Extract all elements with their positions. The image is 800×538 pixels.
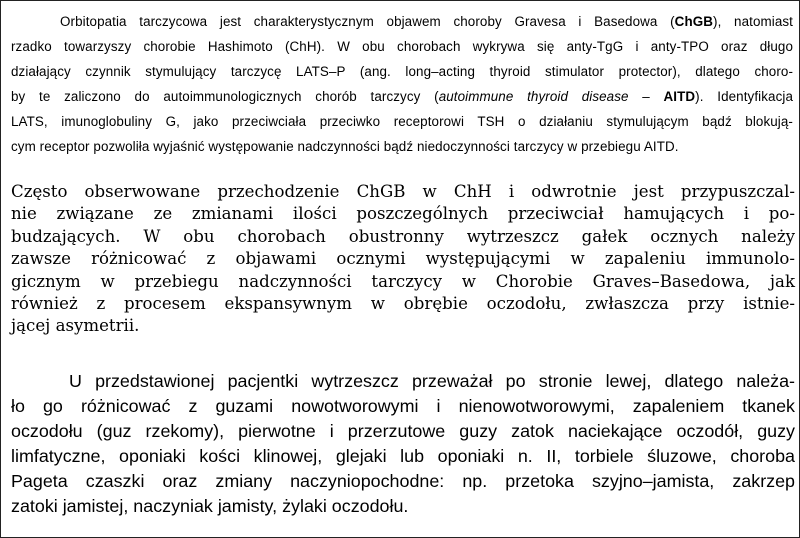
text-line: U przedstawionej pacjentki wytrzeszcz przeważał po stronie lewej, dlatego należa- <box>69 371 795 391</box>
text-line: cym receptor pozwoliła wyjaśnić występowanie nadczynności bądź niedoczynności tarczycy w przebiegu AITD. <box>11 139 679 154</box>
text-line: nie związane ze zmianami ilości poszczególnych przeciwciał hamujących i po- <box>11 204 795 224</box>
text-line: ło go różnicować z guzami nowotworowymi i nienowotworowymi, zapaleniem tkanek <box>11 396 795 416</box>
italic-term: autoimmune thyroid disease <box>438 89 629 104</box>
paragraph-intro <box>11 9 793 159</box>
text-span: ). Identyfikacja <box>695 89 793 104</box>
text-span: – <box>628 89 664 104</box>
abbr-chgb: ChGB <box>674 14 714 29</box>
text-line <box>11 84 793 109</box>
text-line: działający czynnik stymulujący tarczycę LATS–P (ang. long–acting thyroid stimulator protector), dlatego choro- <box>11 64 793 79</box>
abbr-aitd: AITD <box>663 89 696 104</box>
text-span: Orbitopatia tarczycowa jest charakterystycznym objawem choroby Gravesa i Basedowa ( <box>60 14 675 29</box>
text-line: również z procesem ekspansywnym w obrębie oczodołu, zwłaszcza przy istnie- <box>11 294 795 314</box>
text-line: oczodołu (guz rzekomy), pierwotne i przerzutowe guzy zatok naciekające oczodół, guzy <box>11 421 795 441</box>
text-line: LATS, imunoglobuliny G, jako przeciwciała przeciwko receptorowi TSH o działaniu stymulującym bądź blokują- <box>11 114 793 129</box>
text-span: ), natomiast <box>713 14 793 29</box>
text-line <box>11 9 793 34</box>
text-line: zawsze różnicować z objawami ocznymi występującymi w zapaleniu immunolo- <box>11 249 795 269</box>
paragraph-serif <box>11 181 795 338</box>
text-line: zatoki jamistej, naczyniak jamisty, żylaki oczodołu. <box>11 496 409 516</box>
text-line: gicznym w przebiegu nadczynności tarczycy w Chorobie Graves–Basedowa, jak <box>11 271 795 291</box>
text-line: limfatyczne, oponiaki kości klinowej, glejaki lub oponiaki n. II, torbiele śluzowe, choroba <box>11 446 795 466</box>
text-line: jącej asymetrii. <box>11 316 140 336</box>
text-span: by te zaliczono do autoimmunologicznych chorób tarczycy ( <box>11 89 439 104</box>
text-line: Często obserwowane przechodzenie ChGB w ChH i odwrotnie jest przypuszczal- <box>11 182 795 201</box>
text-line: rzadko towarzyszy chorobie Hashimoto (ChH). W obu chorobach wykrywa się anty-TgG i anty-TPO oraz długo <box>11 39 793 54</box>
text-line: Pageta czaszki oraz zmiany naczyniopochodne: np. przetoka szyjno–jamista, zakrzep <box>11 471 795 491</box>
paragraph-differential <box>11 369 795 519</box>
text-line: budzających. W obu chorobach obustronny wytrzeszcz gałek ocznych należy <box>11 226 795 246</box>
